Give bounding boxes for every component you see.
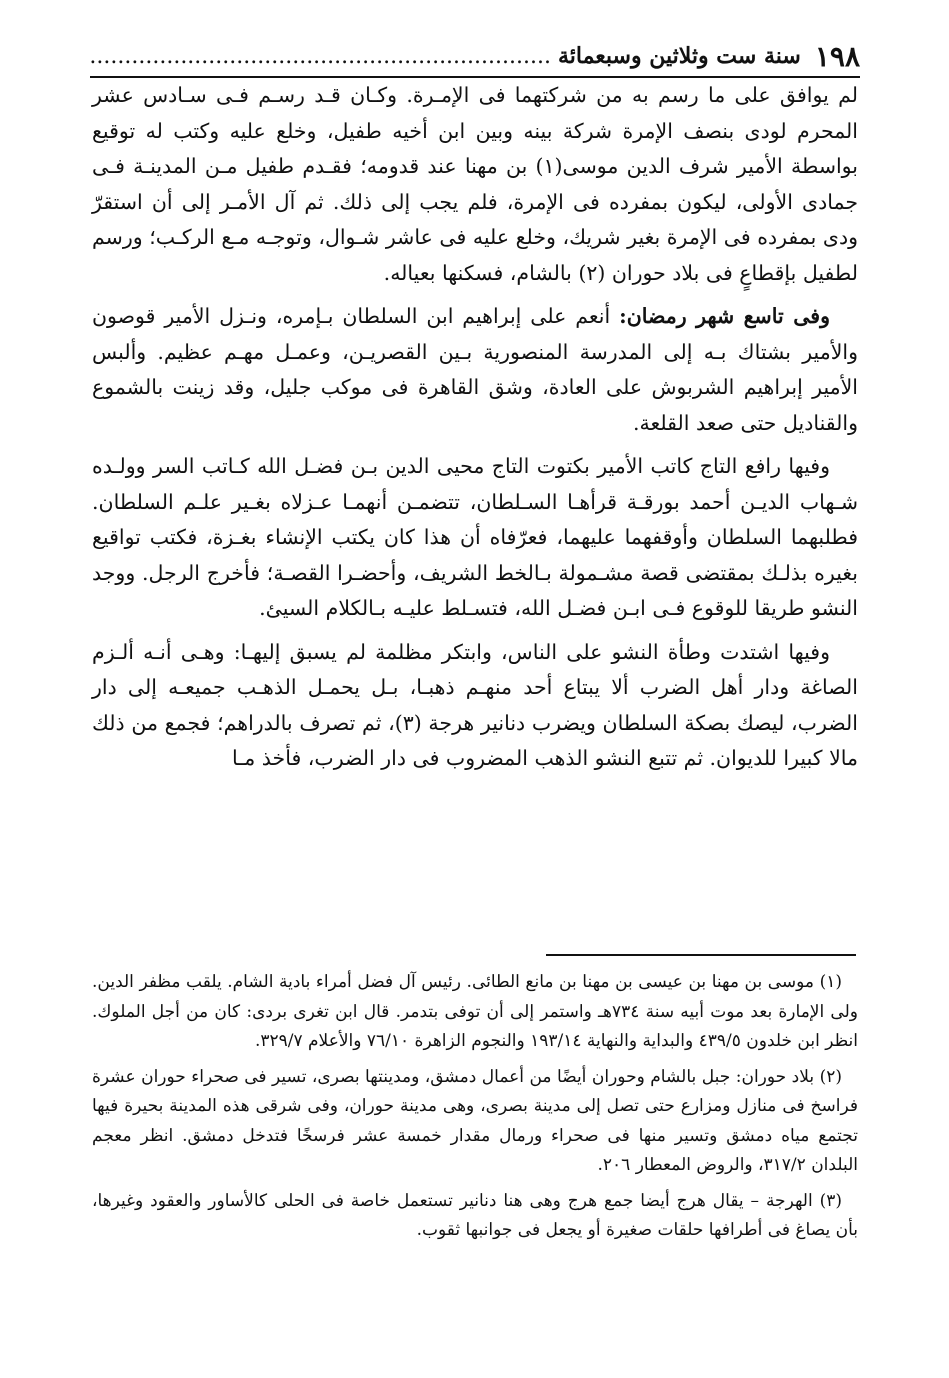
footnote-2: (٢) بلاد حوران: جبل بالشام وحوران أيضًا من أعمال دمشق، ومدينتها بصرى، تسير فى صحراء حوران عشرة فراسخ فى منازل ومزارع حتى تصل إلى مدينة بصرى، وهى مدينة حوران، وفى شرقى هذه المدينة بحيرة فيها تجتمع مياه دمشق وتسير منها فى صحراء ورمال مقدار خمسة عشر فرسخًا فتدخل دمشق. انظر معجم البلدان ٣١٧/٢، والروض المعطار ٢٠٦.	[92, 1066, 858, 1175]
page-number: ١٩٨	[814, 39, 860, 73]
paragraph-4: وفيها اشتدت وطأة النشو على الناس، وابتكر مظلمة لم يسبق إليهـا: وهـى أنـه ألـزم الصاغة ودار أهل الضرب ألا يبتاع أحد منهـم ذهبـا، بـل يحمـل الذهـب جميعـه إلى دار الضرب، ليصك بصكة السلطان ويضرب دنانير هرجة (٣)، ثم تصرف بالدراهم؛ فجمع من ذلك مالا كبيرا للديوان. ثم تتبع النشو الذهب المضروب فى دار الضرب، فأخذ مـا	[92, 639, 858, 770]
paragraph-2-text: أنعم على إبراهيم ابن السلطان بـإمره، ونـزل الأمير قوصون والأمير بشتاك بـه إلى المدرسة المنصورية بـين القصريـن، وعمـل مهـم عظيم. وألبس الأمير إبراهيم الشربوش على العادة، وشق القاهرة فى موكب جليل، وقد زينت بالشموع والقناديل حتى صعد القلعة.	[92, 304, 858, 435]
footnote-1: (١) موسى بن مهنا بن عيسى بن مهنا بن مانع الطائى. رئيس آل فضل أمراء بادية الشام. يلقب مظفر الدين. ولى الإمارة بعد موت أبيه سنة ٧٣٤هـ واستمر إلى أن توفى بتدمر. قال ابن تغرى بردى: كان من أجل الملوك. انظر ابن خلدون ٤٣٩/٥ والبداية والنهاية ١٩٣/١٤ والنجوم الزاهرة ٧٦/١٠ والأعلام ٣٢٩/٧.	[92, 972, 858, 1051]
paragraph-2-lead: وفى تاسع شهر رمضان:	[619, 304, 830, 328]
running-title: سنة ست وثلاثين وسبعمائة .....	[90, 43, 801, 69]
paragraph-3: وفيها رافع التاج كاتب الأمير بكتوت التاج محيى الدين بـن فضـل الله كـاتب السر وولـده شـهاب الديـن أحمد بورقـة قرأهـا السـلطان، تتضمـن أنهمـا عـزلاه بغـير علـم السلطان. فطلبهما السلطان وأوقفهما عليهما، فعرّفاه أن هذا كان يكتب الإنشاء بغـزة، فكتب تواقيع بغيره بذلـك بمقتضى قصة مشـمولة بـالخط الشريف، وأحضـرا القصـة؛ فأخرج الرجل. ووجد النشو طريقا للوقوع فـى ابـن فضـل الله، فتسـلط عليـه بـالكلام السيئ.	[92, 454, 858, 620]
footnote-rule	[546, 954, 856, 956]
paragraph-1: لم يوافق على ما رسم به من شركتهما فى الإمـرة. وكـان قـد رسـم فـى سـادس عشر المحرم لودى بنصف الإمرة شركة بينه وبين ابن أخيه طفيل، وخلع عليه وكتب له توقيع بواسطة الأمير شرف الدين موسى(١) بن مهنا عند قدومه؛ فقـدم طفيل مـن المدينـة فـى جمادى الأولى، ليكون بمفرده فى الإمرة، فلم يجب إلى ذلك. ثم آل الأمـر إلى أن استقرّ ودى بمفرده فى الإمرة بغير شريك، وخلع عليه فى عاشر شـوال، وتوجـه مـع الركـب؛ ورسم لطفيل بإقطاعٍ فى بلاد حوران (٢) بالشام، فسكنها بعياله.	[92, 83, 858, 285]
main-text	[92, 78, 858, 777]
page-header	[90, 36, 860, 76]
footnote-3: (٣) الهرجة – يقال هرج أيضا جمع هرج وهى هنا دنانير تستعمل خاصة فى الحلى كالأساور والعقود وغيرها، بأن يصاغ فى أطرافها حلقات صغيرة أو يجعل فى جوانبها ثقوب.	[92, 1190, 858, 1240]
footnotes	[92, 968, 858, 1252]
paragraph-2	[92, 299, 858, 441]
